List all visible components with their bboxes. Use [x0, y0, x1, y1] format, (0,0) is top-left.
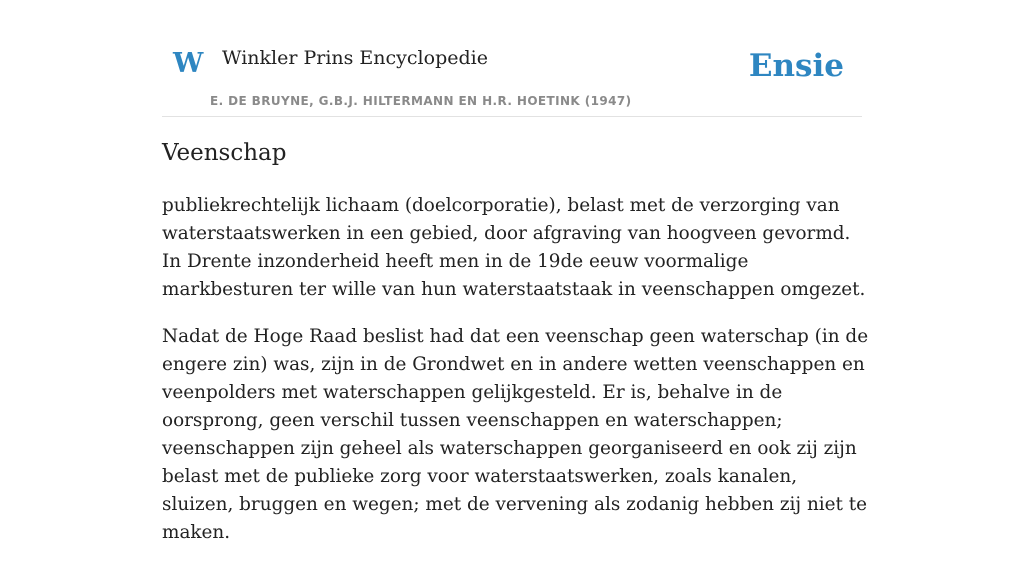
article-body: [162, 192, 872, 566]
page-title: Veenschap: [162, 140, 287, 166]
source-authors: E. DE BRUYNE, G.B.J. HILTERMANN EN H.R. HOETINK (1947): [210, 94, 632, 108]
source-header: [162, 0, 862, 117]
brand-logo[interactable]: Ensie: [748, 48, 844, 84]
source-logo[interactable]: W: [173, 48, 204, 79]
article-paragraph: Nadat de Hoge Raad beslist had dat een veenschap geen waterschap (in de engere zin) was, zijn in de Grondwet en in andere wetten veenschappen en veenpolders met waterschappen gelijkgesteld. Er is, behalve in de oorsprong, geen verschil tussen veenschappen en waterschappen; veenschappen zijn geheel als waterschappen georganiseerd en ook zij zijn belast met de publieke zorg voor waterstaatswerken, zoals kanalen, sluizen, bruggen en wegen; met de vervening als zodanig hebben zij niet te maken.: [162, 326, 869, 543]
source-title[interactable]: Winkler Prins Encyclopedie: [222, 47, 488, 69]
article-paragraph: publiekrechtelijk lichaam (doelcorporatie), belast met de verzorging van waterstaatswerken in een gebied, door afgraving van hoogveen gevormd. In Drente inzonderheid heeft men in de 19de eeuw voormalige markbesturen ter wille van hun waterstaatstaak in veenschappen omgezet.: [162, 195, 866, 300]
